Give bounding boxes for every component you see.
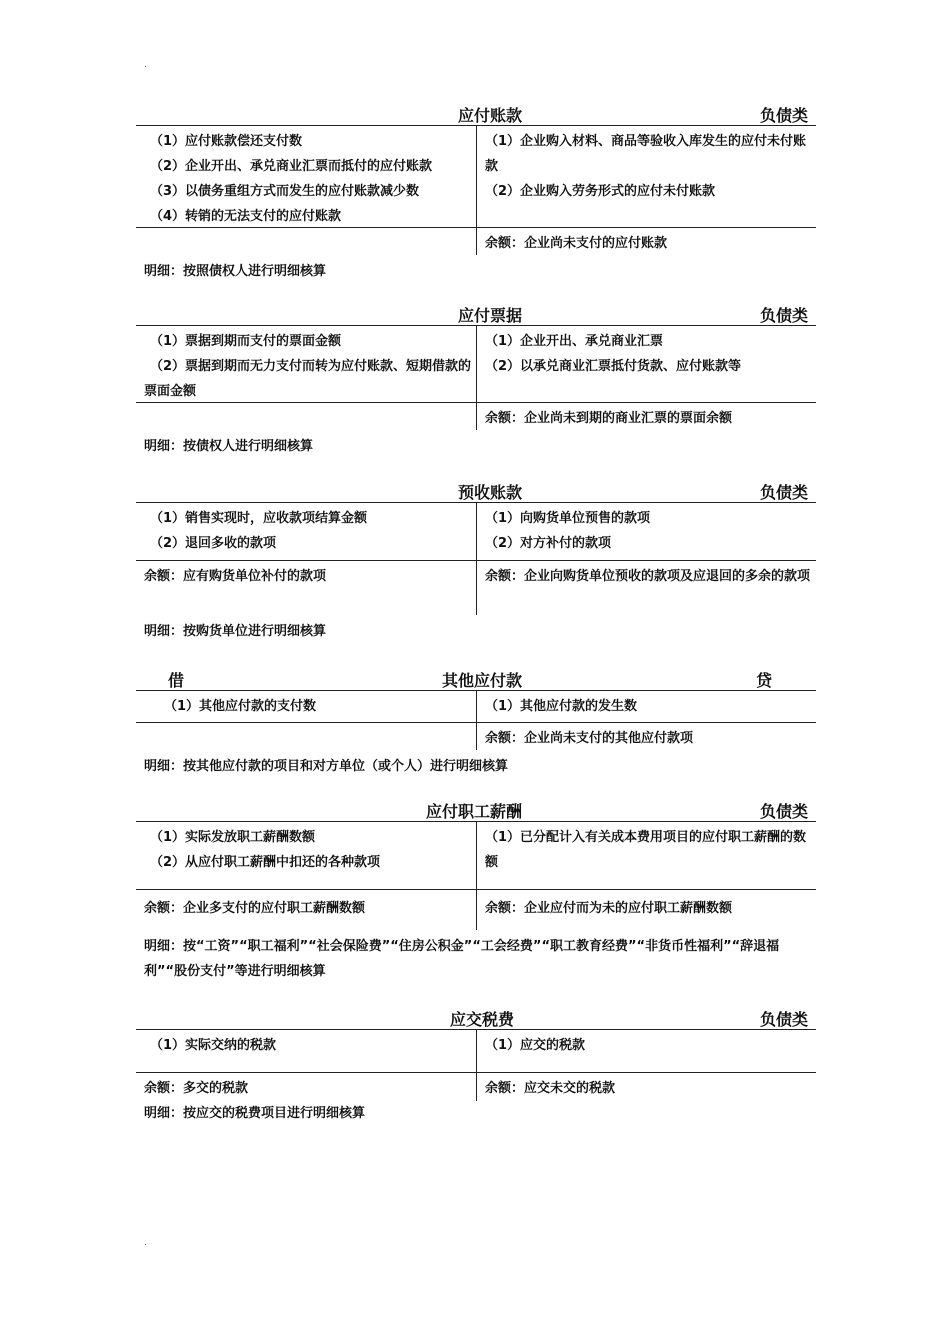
balance-row [136, 1073, 816, 1101]
entries-row [136, 691, 816, 723]
balance-row [136, 723, 816, 750]
account-title: 应付账款 [457, 106, 522, 125]
detail-note: 明细：按应交的税费项目进行明细核算 [144, 1106, 366, 1121]
credit-entry: （1）企业购入材料、商品等验收入库发生的应付未付账款 [485, 134, 807, 174]
debit-entry: （2）从应付职工薪酬中扣还的各种款项 [150, 855, 381, 870]
balance-row [136, 228, 816, 255]
detail-note: 明细：按其他应付款的项目和对方单位（或个人）进行明细核算 [144, 759, 509, 774]
debit-entry: （1）销售实现时，应收款项结算金额 [150, 511, 368, 526]
t-account-employee-benefits-payable [136, 797, 816, 984]
credit-entry: （2）对方补付的款项 [485, 536, 612, 551]
credit-entry: （2）企业购入劳务形式的应付未付账款 [485, 184, 716, 199]
credit-entry: （2）以承兑商业汇票抵付货款、应付账款等 [485, 359, 742, 374]
credit-balance: 余额：企业尚未支付的应付账款 [476, 228, 816, 255]
t-account-notes-payable [136, 301, 816, 459]
t-account-accounts-payable [136, 101, 816, 284]
account-header [136, 1005, 816, 1030]
account-header [136, 478, 816, 503]
credit-side [476, 326, 816, 402]
credit-balance: 余额：企业向购货单位预收的款项及应退回的多余的款项 [476, 561, 816, 615]
account-header [136, 101, 816, 126]
balance-row [136, 403, 816, 430]
account-title: 应交税费 [449, 1010, 514, 1029]
credit-side [476, 822, 816, 889]
debit-entry: （1）应付账款偿还支付数 [150, 134, 303, 149]
account-category: 负债类 [759, 483, 808, 502]
debit-side [136, 126, 476, 227]
credit-balance: 余额：企业尚未到期的商业汇票的票面余额 [476, 403, 816, 430]
account-category: 负债类 [759, 802, 808, 821]
debit-entry: （1）实际发放职工薪酬数额 [150, 830, 316, 845]
credit-side [476, 1030, 816, 1072]
debit-balance: 余额：企业多支付的应付职工薪酬数额 [144, 901, 366, 916]
debit-side [136, 503, 476, 560]
credit-balance: 余额：企业应付而为未的应付职工薪酬数额 [476, 890, 816, 930]
debit-side [136, 1030, 476, 1072]
balance-row [136, 890, 816, 930]
credit-entry: （1）其他应付款的发生数 [485, 699, 638, 714]
debit-entry: （2）退回多收的款项 [150, 536, 277, 551]
credit-side [476, 691, 816, 722]
entries-row [136, 503, 816, 561]
credit-side [476, 126, 816, 227]
account-title: 其他应付款 [441, 671, 522, 690]
credit-entry: （1）应交的税款 [485, 1038, 586, 1053]
account-title: 应付票据 [457, 306, 522, 325]
account-header [136, 797, 816, 822]
credit-entry: （1）向购货单位预售的款项 [485, 511, 651, 526]
debit-entry: （2）企业开出、承兑商业汇票而抵付的应付账款 [150, 159, 433, 174]
account-header [136, 301, 816, 326]
debit-side [136, 326, 476, 402]
credit-label: 贷 [755, 671, 772, 690]
debit-entry: （1）票据到期而支付的票面金额 [150, 334, 342, 349]
account-category: 负债类 [759, 306, 808, 325]
credit-side [476, 503, 816, 560]
t-account-taxes-payable [136, 1005, 816, 1126]
detail-note: 明细：按债权人进行明细核算 [144, 439, 314, 454]
entries-row [136, 326, 816, 403]
t-account-other-payables [136, 666, 816, 779]
debit-balance: 余额：多交的税款 [144, 1081, 249, 1096]
account-category: 负债类 [759, 106, 808, 125]
credit-balance: 余额：企业尚未支付的其他应付款项 [476, 723, 816, 750]
debit-label: 借 [168, 671, 185, 690]
debit-entry: （1）实际交纳的税款 [150, 1038, 277, 1053]
debit-entry: （1）其他应付款的支付数 [164, 699, 317, 714]
entries-row [136, 1030, 816, 1073]
debit-balance [136, 403, 476, 430]
debit-side [136, 822, 476, 889]
t-account-advances-from-customers [136, 478, 816, 644]
detail-note: 明细：按“工资”“职工福利”“社会保险费”“住房公积金”“工会经费”“职工教育经费”“非货币性福利”“辞退福利”“股份支付”等进行明细核算 [144, 939, 780, 979]
debit-side [136, 691, 476, 722]
entries-row [136, 126, 816, 228]
debit-balance: 余额：应有购货单位补付的款项 [144, 569, 327, 584]
debit-balance [136, 723, 476, 750]
debit-balance [136, 228, 476, 255]
credit-balance: 余额：应交未交的税款 [476, 1073, 816, 1101]
balance-row [136, 561, 816, 615]
page-dot-top: . [144, 60, 147, 70]
detail-note: 明细：按照债权人进行明细核算 [144, 264, 327, 279]
entries-row [136, 822, 816, 890]
account-title: 应付职工薪酬 [425, 802, 522, 821]
credit-entry: （1）企业开出、承兑商业汇票 [485, 334, 664, 349]
account-header [136, 666, 816, 691]
account-title: 预收账款 [457, 483, 522, 502]
debit-entry: （2）票据到期而无力支付而转为应付账款、短期借款的票面金额 [144, 359, 472, 399]
credit-entry: （1）已分配计入有关成本费用项目的应付职工薪酬的数额 [485, 830, 807, 870]
page-dot-bottom: . [144, 1238, 147, 1248]
detail-note: 明细：按购货单位进行明细核算 [144, 624, 327, 639]
debit-entry: （3）以债务重组方式而发生的应付账款减少数 [150, 184, 420, 199]
account-category: 负债类 [759, 1010, 808, 1029]
debit-entry: （4）转销的无法支付的应付账款 [150, 209, 342, 224]
